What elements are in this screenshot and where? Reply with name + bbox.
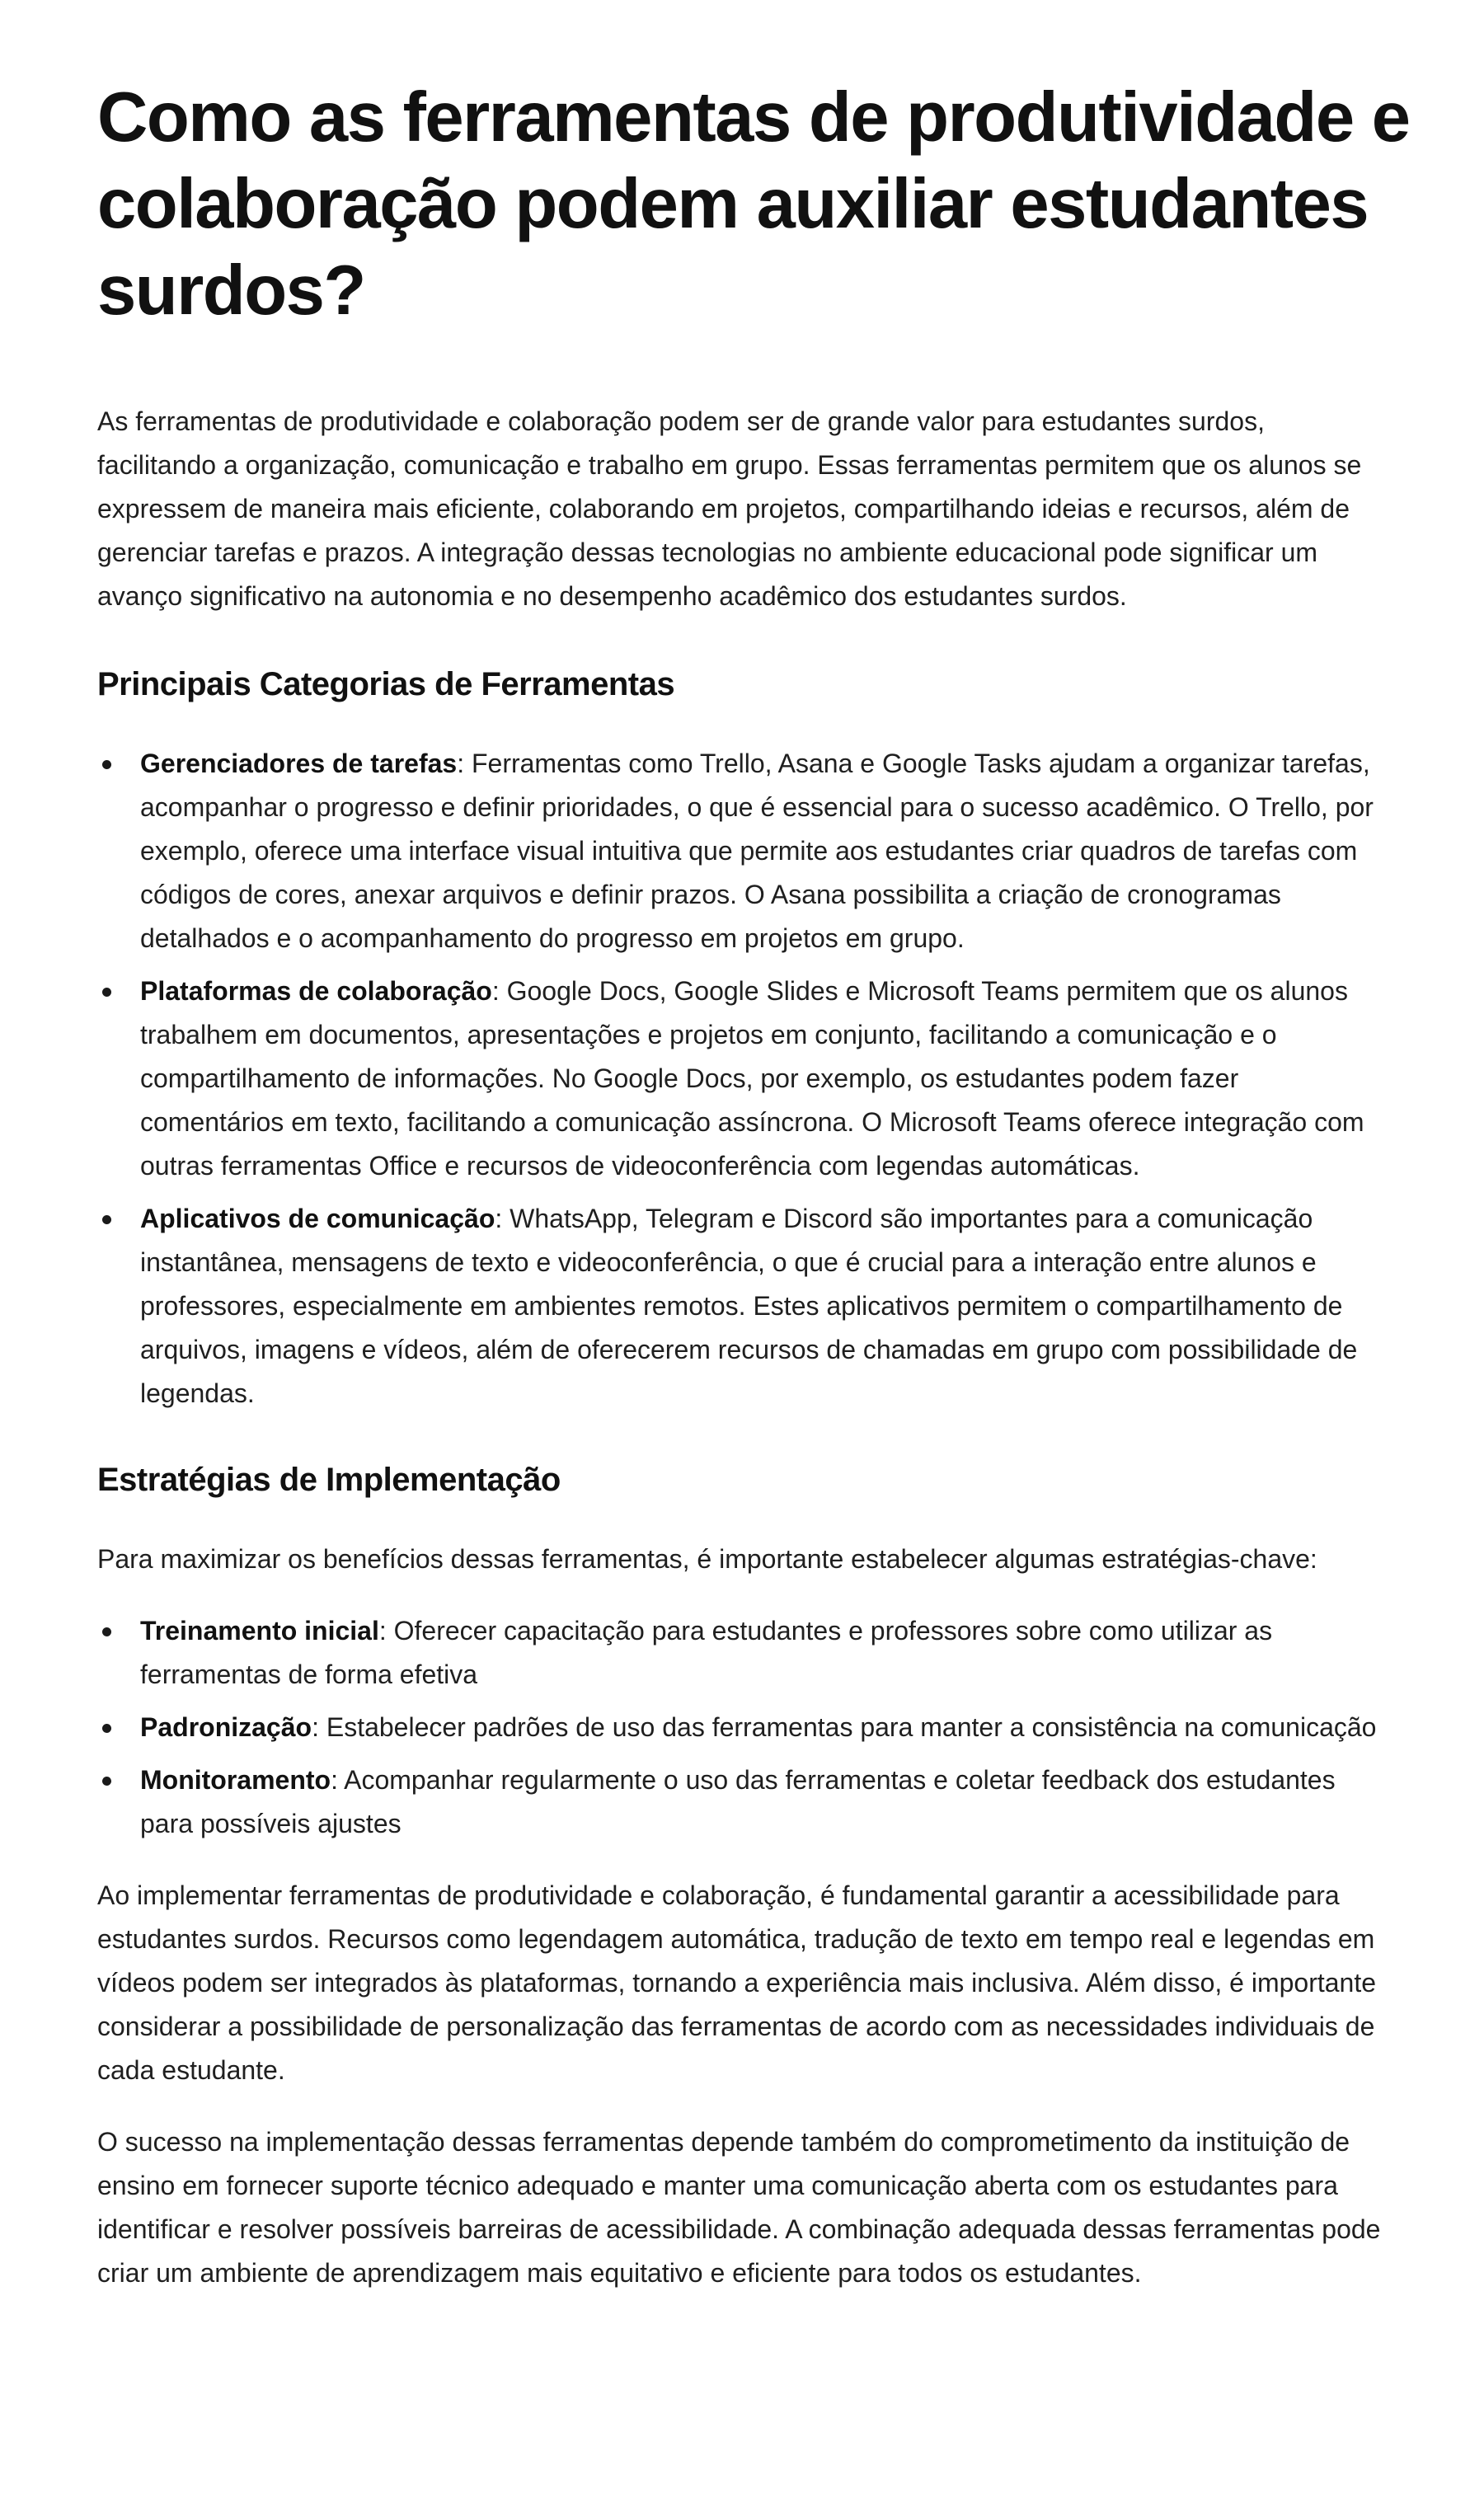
strategies-heading: Estratégias de Implementação xyxy=(97,1462,561,1498)
bullet-icon xyxy=(102,1724,111,1733)
strategies-list xyxy=(97,1609,1387,1846)
list-item-standardization xyxy=(97,1706,1387,1749)
list-item-term: Monitoramento xyxy=(140,1765,331,1795)
bullet-icon xyxy=(102,1215,111,1224)
list-item-text: : WhatsApp, Telegram e Discord são importantes para a comunicação instantânea, mensagens de texto e videoconferência, o que é crucial para a interação entre alunos e professores, especialmente em ambientes remotos. Estes aplicativos permitem o compartilhamento de arquivos, imagens e vídeos, além de oferecerem recursos de chamadas em grupo com possibilidade de legendas. xyxy=(140,1204,1358,1408)
bullet-icon xyxy=(102,988,111,997)
list-item-term: Gerenciadores de tarefas xyxy=(140,749,458,778)
success-paragraph: O sucesso na implementação dessas ferramentas depende também do comprometimento da instituição de ensino em fornecer suporte técnico adequado e manter uma comunicação aberta com os estudantes para identificar e resolver possíveis barreiras de acessibilidade. A combinação adequada dessas ferramentas pode criar um ambiente de aprendizagem mais equitativo e eficiente para todos os estudantes. xyxy=(97,2127,1381,2288)
list-item-text: : Ferramentas como Trello, Asana e Google Tasks ajudam a organizar tarefas, acompanhar o progresso e definir prioridades, o que é essencial para o sucesso acadêmico. O Trello, por exemplo, oferece uma interface visual intuitiva que permite aos estudantes criar quadros de tarefas com códigos de cores, anexar arquivos e definir prazos. O Asana possibilita a criação de cronogramas detalhados e o acompanhamento do progresso em projetos em grupo. xyxy=(140,749,1374,953)
list-item-term: Padronização xyxy=(140,1712,312,1742)
list-item-text: : Oferecer capacitação para estudantes e professores sobre como utilizar as ferramentas de forma efetiva xyxy=(140,1616,1273,1689)
list-item-term: Aplicativos de comunicação xyxy=(140,1204,495,1233)
list-item-monitoring xyxy=(97,1758,1387,1846)
categories-heading: Principais Categorias de Ferramentas xyxy=(97,666,675,702)
intro-paragraph: As ferramentas de produtividade e colaboração podem ser de grande valor para estudantes surdos, facilitando a organização, comunicação e trabalho em grupo. Essas ferramentas permitem que os alunos se expressem de maneira mais eficiente, colaborando em projetos, compartilhando ideias e recursos, além de gerenciar tarefas e prazos. A integração dessas tecnologias no ambiente educacional pode significar um avanço significativo na autonomia e no desempenho acadêmico dos estudantes surdos. xyxy=(97,406,1362,611)
categories-list xyxy=(97,742,1387,1416)
list-item-text: : Acompanhar regularmente o uso das ferramentas e coletar feedback dos estudantes para possíveis ajustes xyxy=(140,1765,1336,1838)
bullet-icon xyxy=(102,1777,111,1786)
list-item-task-managers xyxy=(97,742,1387,960)
strategies-intro: Para maximizar os benefícios dessas ferramentas, é importante estabelecer algumas estratégias-chave: xyxy=(97,1544,1317,1574)
accessibility-paragraph: Ao implementar ferramentas de produtividade e colaboração, é fundamental garantir a acessibilidade para estudantes surdos. Recursos como legendagem automática, tradução de texto em tempo real e legendas em vídeos podem ser integrados às plataformas, tornando a experiência mais inclusiva. Além disso, é importante considerar a possibilidade de personalização das ferramentas de acordo com as necessidades individuais de cada estudante. xyxy=(97,1880,1377,2085)
page-title: Como as ferramentas de produtividade e colaboração podem auxiliar estudantes surdos? xyxy=(97,78,1410,330)
bullet-icon xyxy=(102,760,111,769)
list-item-term: Treinamento inicial xyxy=(140,1616,379,1646)
list-item-initial-training xyxy=(97,1609,1387,1697)
list-item-communication-apps xyxy=(97,1197,1387,1416)
list-item-collaboration-platforms xyxy=(97,970,1387,1188)
list-item-term: Plataformas de colaboração xyxy=(140,976,492,1006)
list-item-text: : Google Docs, Google Slides e Microsoft Teams permitem que os alunos trabalhem em documentos, apresentações e projetos em conjunto, facilitando a comunicação e o compartilhamento de informações. No Google Docs, por exemplo, os estudantes podem fazer comentários em texto, facilitando a comunicação assíncrona. O Microsoft Teams oferece integração com outras ferramentas Office e recursos de videoconferência com legendas automáticas. xyxy=(140,976,1364,1181)
bullet-icon xyxy=(102,1627,111,1636)
list-item-text: : Estabelecer padrões de uso das ferramentas para manter a consistência na comunicação xyxy=(312,1712,1377,1742)
